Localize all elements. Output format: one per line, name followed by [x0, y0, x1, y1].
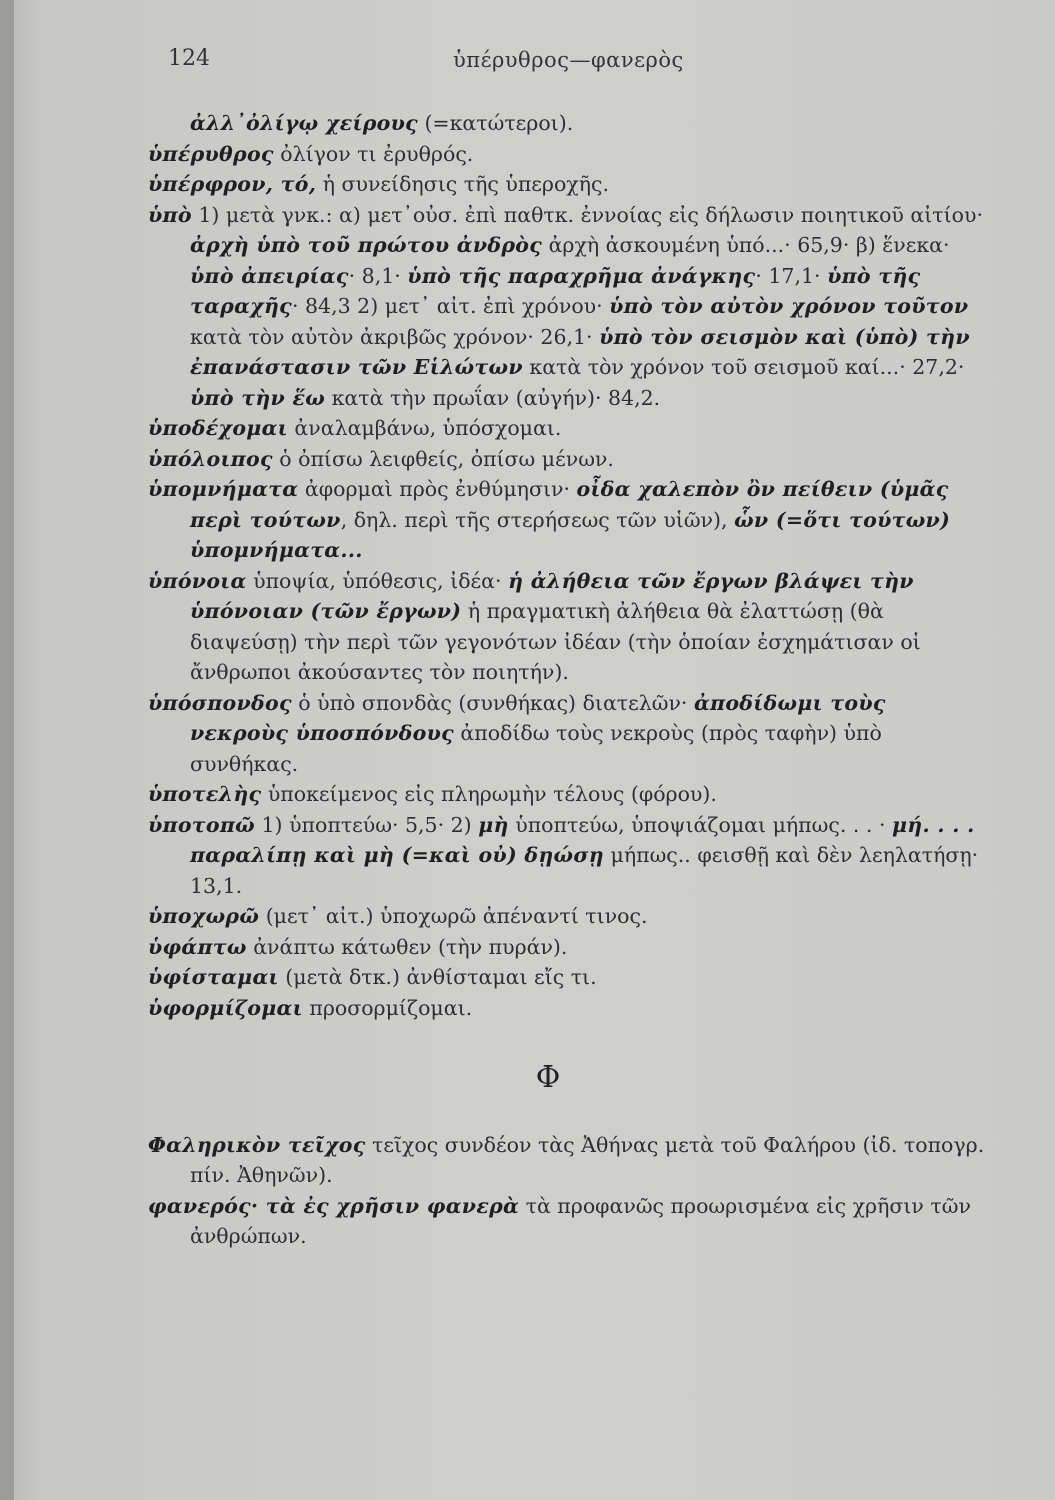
example-phrase: οἶδα χαλεπὸν ὂν πείθειν (ὑμᾶς περὶ τούτων: [190, 477, 949, 532]
example-phrase: ἀποδίδωμι τοὺς νεκροὺς ὑποσπόνδους: [190, 690, 886, 745]
entry-hypochoro: [148, 901, 988, 932]
entry-hyphistamai: [148, 962, 988, 993]
entry-definition: 1) ὑποπτεύω· 5,5· 2): [255, 812, 479, 837]
entry-hypospondos: [148, 688, 988, 780]
entry-headword: ὑφορμίζομαι: [148, 995, 303, 1020]
entry-phalerikon: [148, 1130, 988, 1191]
page-header: [168, 46, 988, 80]
entry-headword: Φαληρικὸν τεῖχος: [148, 1132, 366, 1157]
entry-headword: ὑφάπτω: [148, 934, 247, 959]
example-gloss: ἀρχὴ ἀσκουμένη ὑπό...· 65,9· β) ἕνεκα·: [542, 233, 950, 257]
entry-headword: ὑπομνήματα: [148, 477, 299, 501]
entry-definition: ἡ συνείδησις τῆς ὑπεροχῆς.: [316, 172, 610, 196]
example-gloss: ἡ πραγματικὴ ἀλήθεια θὰ ἐλαττώσῃ (θὰ διαψεύσῃ) τὴν περὶ τῶν γεγονότων ἰδέαν (τὴν ὁποίαν ἐσχημάτισαν οἱ ἄνθρωποι ἀκούσαντες τὸν ποιητήν).: [190, 599, 921, 684]
entry-phaneros: [148, 1191, 988, 1252]
example-phrase: ὑπὸ τὸν αὐτὸν χρόνον τοῦτον: [609, 294, 969, 318]
entry-headword: ὑπέρφρον, τό,: [148, 172, 317, 196]
entry-headword: ὑποχωρῶ: [148, 904, 260, 928]
example-phrase: ὑπὸ ἀπειρίας: [190, 263, 349, 288]
example-phrase: ἡ ἀλήθεια τῶν ἔργων βλάψει τὴν ὑπόνοιαν (τῶν ἔργων): [190, 568, 914, 623]
entry-definition: 1) μετὰ γνκ.: α) μετ᾽οὐσ. ἐπὶ παθτκ. ἐννοίας εἰς δήλωσιν ποιητικοῦ αἰτίου·: [191, 202, 983, 227]
entry-definition: ὁ ὑπὸ σπονδὰς (συνθήκας) διατελῶν·: [291, 690, 694, 715]
entry-hyperphron: [148, 169, 988, 200]
entry-headword: ὑφίσταμαι: [148, 965, 279, 989]
entry-definition: τὰ προφανῶς προωρισμένα εἰς χρῆσιν τῶν ἀνθρώπων.: [190, 1193, 971, 1248]
entry-hyphormizomai: [148, 993, 988, 1024]
example-phrase: ὑπὸ τῆς παραχρῆμα ἀνάγκης: [407, 263, 756, 288]
entry-definition: (μετ᾽ αἰτ.) ὑποχωρῶ ἀπέναντί τινος.: [259, 904, 648, 928]
entry-headword: ὑποτοπῶ: [148, 812, 255, 837]
example-phrase: ὧν (=ὅτι τούτων) ὑπομνήματα...: [190, 507, 951, 562]
example-gloss: ὑποπτεύω, ὑποψιάζομαι μήπως. . . ·: [508, 812, 892, 837]
entry-definition: ἀναλαμβάνω, ὑπόσχομαι.: [287, 416, 562, 440]
entry-hypoteles: [148, 779, 988, 810]
entry-all-oligo: [148, 108, 988, 139]
entry-hypotopo: [148, 810, 988, 902]
example-phrase: ὑπὸ τὸν σεισμὸν καὶ (ὑπὸ) τὴν ἐπανάστασιν τῶν Εἱλώτων: [190, 324, 970, 379]
entry-definition: ὑποκείμενος εἰς πληρωμὴν τέλους (φόρου).: [261, 782, 717, 806]
example-phrase: ἀρχὴ ὑπὸ τοῦ πρώτου ἀνδρὸς: [190, 233, 543, 257]
example-phrase: μὴ: [478, 812, 509, 837]
example-ref: · 17,1·: [755, 263, 828, 288]
example-gloss: μήπως.. φεισθῇ καὶ δὲν λεηλατήσῃ· 13,1.: [190, 843, 979, 898]
entry-hyponoia: [148, 566, 988, 688]
entry-definition: ἀνάπτω κάτωθεν (τὴν πυράν).: [246, 934, 568, 959]
entry-hypoloipos: [148, 444, 988, 475]
entry-definition: (μετὰ δτκ.) ἀνθίσταμαι εἴς τι.: [278, 965, 597, 989]
example-gloss: · 84,3 2) μετ᾽ αἰτ. ἐπὶ χρόνου·: [291, 294, 610, 318]
example-ref: · 8,1·: [348, 263, 408, 288]
entry-definition: προσορμίζομαι.: [302, 995, 473, 1020]
example-gloss: κατὰ τὸν αὐτὸν ἀκριβῶς χρόνον· 26,1·: [190, 324, 600, 349]
example-gloss: ἀποδίδω τοὺς νεκροὺς (πρὸς ταφὴν) ὑπὸ συνθήκας.: [190, 721, 882, 776]
entry-headword: ὑποδέχομαι: [148, 416, 288, 440]
entry-hypo: [148, 200, 988, 414]
running-head: ὑπέρυθρος—φανερὸς: [453, 48, 684, 72]
entry-definition: ἀφορμαὶ πρὸς ἐνθύμησιν·: [298, 477, 577, 501]
entry-headword: ὑπόλοιπος: [148, 446, 273, 471]
glossary-body: [148, 108, 988, 1252]
entry-headword: ὑπὸ: [148, 202, 192, 227]
entry-hypodechomai: [148, 413, 988, 444]
entry-headword: ὑποτελὴς: [148, 782, 262, 806]
entry-definition: τεῖχος συνδέον τὰς Ἀθήνας μετὰ τοῦ Φαλήρου (ἰδ. τοπογρ. πίν. Ἀθηνῶν).: [190, 1132, 985, 1187]
entry-headword: ἀλλ᾽ὀλίγῳ χείρους: [190, 111, 418, 135]
example-gloss: κατὰ τὴν πρωΐαν (αὐγήν)· 84,2.: [325, 385, 661, 410]
entry-headword: φανερός· τὰ ἐς χρῆσιν φανερὰ: [148, 1193, 520, 1218]
entry-definition: ὁ ὀπίσω λειφθείς, ὀπίσω μένων.: [272, 446, 614, 471]
entry-hyphapto: [148, 932, 988, 963]
example-phrase: ὑπὸ τῆς ταραχῆς: [190, 263, 921, 318]
example-gloss: κατὰ τὸν χρόνον τοῦ σεισμοῦ καί...· 27,2·: [522, 355, 965, 379]
entry-headword: ὑπόνοια: [148, 568, 247, 593]
section-letter-phi: Φ: [535, 1060, 561, 1095]
entry-definition: ὀλίγον τι ἐρυθρός.: [273, 141, 474, 166]
entry-definition: ὑποψία, ὑπόθεσις, ἰδέα·: [246, 568, 509, 593]
entry-headword: ὑπόσπονδος: [148, 690, 292, 715]
page-number: 124: [168, 46, 210, 71]
example-gloss: , δηλ. περὶ τῆς στερήσεως τῶν υἱῶν),: [340, 507, 735, 532]
example-phrase: μή. . . . παραλίπῃ καὶ μὴ (=καὶ οὐ) δῃώσῃ: [190, 812, 975, 867]
book-spine-edge: [0, 0, 14, 1500]
example-phrase: ὑπὸ τὴν ἕω: [190, 385, 326, 410]
entry-hypomnemata: [148, 474, 988, 566]
entry-hyperythros: [148, 139, 988, 170]
entry-definition: (=κατώτεροι).: [417, 111, 574, 135]
entry-headword: ὑπέρυθρος: [148, 141, 274, 166]
